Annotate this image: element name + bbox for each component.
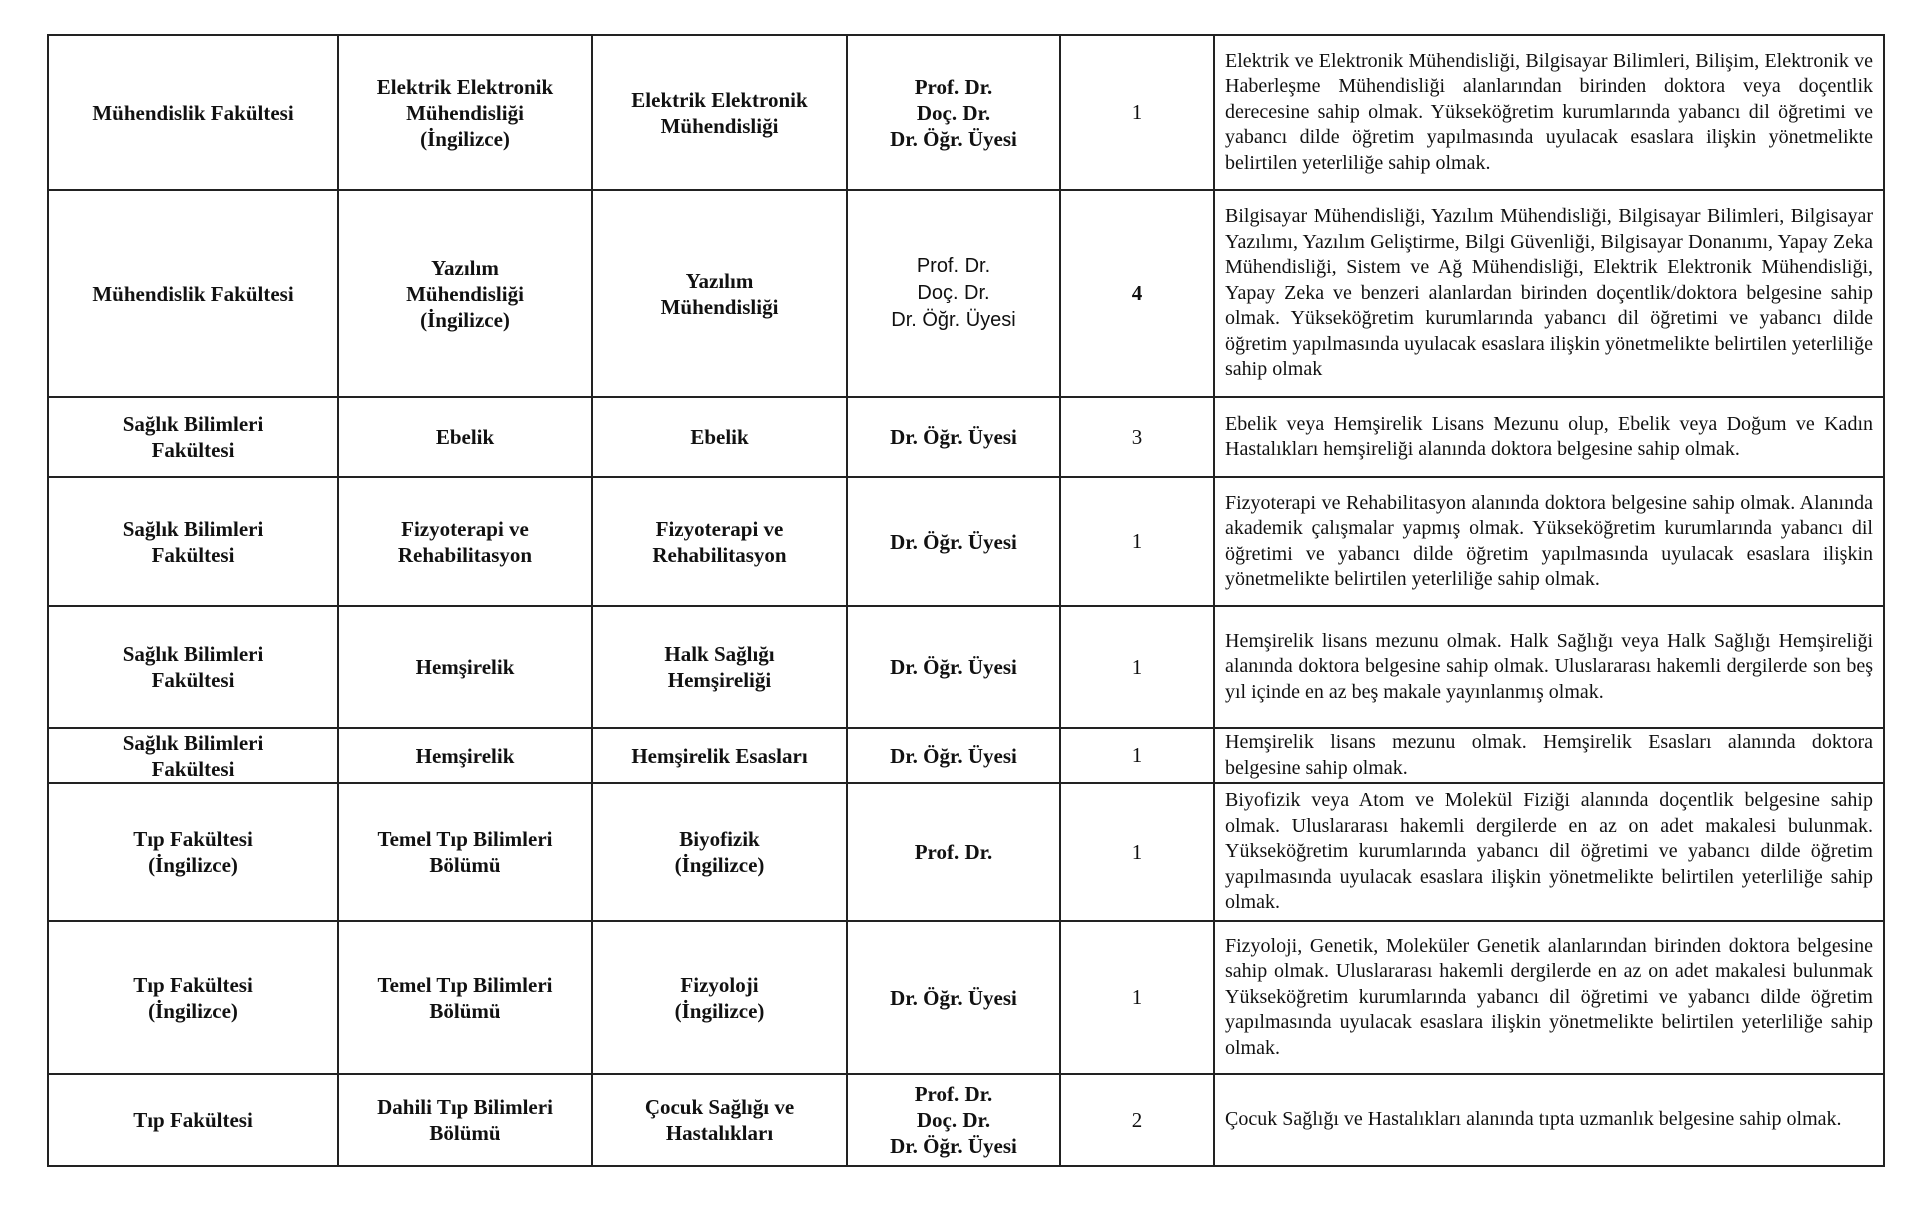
program-cell: Hemşirelik Esasları xyxy=(592,728,847,783)
department-cell: Temel Tıp Bilimleri Bölümü xyxy=(338,921,592,1074)
program-cell: Fizyoloji (İngilizce) xyxy=(592,921,847,1074)
vacancy-table xyxy=(47,34,1885,1167)
title-cell: Dr. Öğr. Üyesi xyxy=(847,606,1060,728)
faculty-cell: Mühendislik Fakültesi xyxy=(48,190,338,397)
count-cell: 1 xyxy=(1060,35,1214,190)
faculty-cell: Sağlık Bilimleri Fakültesi xyxy=(48,397,338,477)
faculty-cell: Tıp Fakültesi (İngilizce) xyxy=(48,921,338,1074)
requirements-cell: Fizyoterapi ve Rehabilitasyon alanında doktora belgesine sahip olmak. Alanında akademik çalışmalar yapmış olmak. Yükseköğretim kurumlarında yabancı dil öğretimi ve yabancı dilde öğretim yapılmasında uyulacak esaslara ilişkin yönetmelikte belirtilen yeterliliğe sahip olmak. xyxy=(1214,477,1884,606)
faculty-cell: Mühendislik Fakültesi xyxy=(48,35,338,190)
requirements-cell: Biyofizik veya Atom ve Molekül Fiziği alanında doçentlik belgesine sahip olmak. Uluslararası hakemli dergilerde en az on adet makalesi bulunmak. Yükseköğretim kurumlarında yabancı dil öğretimi ve yabancı dilde öğretim yapılmasında uyulacak esaslara ilişkin yönetmelikte belirtilen yeterliliğe sahip olmak. xyxy=(1214,783,1884,921)
department-cell: Yazılım Mühendisliği (İngilizce) xyxy=(338,190,592,397)
program-cell: Yazılım Mühendisliği xyxy=(592,190,847,397)
program-cell: Fizyoterapi ve Rehabilitasyon xyxy=(592,477,847,606)
count-cell: 3 xyxy=(1060,397,1214,477)
requirements-cell: Elektrik ve Elektronik Mühendisliği, Bilgisayar Bilimleri, Bilişim, Elektronik ve Haberleşme Mühendisliği alanlarından birinden doktora veya doçentlik derecesine sahip olmak. Yükseköğretim kurumlarında yabancı dil öğretimi ve yabancı dilde öğretim yapılmasında uyulacak esaslara ilişkin yönetmelikte belirtilen yeterliliğe sahip olmak. xyxy=(1214,35,1884,190)
count-cell: 1 xyxy=(1060,728,1214,783)
requirements-cell: Fizyoloji, Genetik, Moleküler Genetik alanlarından birinden doktora belgesine sahip olmak. Uluslararası hakemli dergilerde en az on adet makalesi bulunmak Yükseköğretim kurumlarında yabancı dil öğretimi ve yabancı dilde öğretim yapılmasında uyulacak esaslara ilişkin yönetmelikte belirtilen yeterliliğe sahip olmak. xyxy=(1214,921,1884,1074)
program-cell: Elektrik Elektronik Mühendisliği xyxy=(592,35,847,190)
requirements-cell: Hemşirelik lisans mezunu olmak. Halk Sağlığı veya Halk Sağlığı Hemşireliği alanında doktora belgesine sahip olmak. Uluslararası hakemli dergilerde son beş yıl içinde en az beş makale yayınlanmış olmak. xyxy=(1214,606,1884,728)
faculty-cell: Sağlık Bilimleri Fakültesi xyxy=(48,606,338,728)
department-cell: Elektrik Elektronik Mühendisliği (İngilizce) xyxy=(338,35,592,190)
title-cell: Prof. Dr. xyxy=(847,783,1060,921)
table-row xyxy=(48,190,1884,397)
table-row xyxy=(48,397,1884,477)
count-cell: 1 xyxy=(1060,606,1214,728)
department-cell: Hemşirelik xyxy=(338,606,592,728)
department-cell: Fizyoterapi ve Rehabilitasyon xyxy=(338,477,592,606)
requirements-cell: Ebelik veya Hemşirelik Lisans Mezunu olup, Ebelik veya Doğum ve Kadın Hastalıkları hemşireliği alanında doktora belgesine sahip olmak. xyxy=(1214,397,1884,477)
requirements-cell: Çocuk Sağlığı ve Hastalıkları alanında tıpta uzmanlık belgesine sahip olmak. xyxy=(1214,1074,1884,1166)
table-row xyxy=(48,921,1884,1074)
count-cell: 1 xyxy=(1060,921,1214,1074)
faculty-cell: Sağlık Bilimleri Fakültesi xyxy=(48,728,338,783)
count-cell: 4 xyxy=(1060,190,1214,397)
table-row xyxy=(48,728,1884,783)
department-cell: Hemşirelik xyxy=(338,728,592,783)
count-cell: 2 xyxy=(1060,1074,1214,1166)
program-cell: Biyofizik (İngilizce) xyxy=(592,783,847,921)
faculty-cell: Sağlık Bilimleri Fakültesi xyxy=(48,477,338,606)
faculty-cell: Tıp Fakültesi (İngilizce) xyxy=(48,783,338,921)
program-cell: Ebelik xyxy=(592,397,847,477)
title-cell: Dr. Öğr. Üyesi xyxy=(847,921,1060,1074)
title-cell: Prof. Dr. Doç. Dr. Dr. Öğr. Üyesi xyxy=(847,1074,1060,1166)
table-row xyxy=(48,606,1884,728)
title-cell: Prof. Dr. Doç. Dr. Dr. Öğr. Üyesi xyxy=(847,35,1060,190)
table-row xyxy=(48,477,1884,606)
title-cell: Dr. Öğr. Üyesi xyxy=(847,477,1060,606)
faculty-cell: Tıp Fakültesi xyxy=(48,1074,338,1166)
title-cell: Dr. Öğr. Üyesi xyxy=(847,397,1060,477)
department-cell: Ebelik xyxy=(338,397,592,477)
department-cell: Temel Tıp Bilimleri Bölümü xyxy=(338,783,592,921)
table-row xyxy=(48,35,1884,190)
program-cell: Halk Sağlığı Hemşireliği xyxy=(592,606,847,728)
count-cell: 1 xyxy=(1060,783,1214,921)
table-row xyxy=(48,783,1884,921)
title-cell: Prof. Dr. Doç. Dr. Dr. Öğr. Üyesi xyxy=(847,190,1060,397)
count-cell: 1 xyxy=(1060,477,1214,606)
requirements-cell: Hemşirelik lisans mezunu olmak. Hemşirelik Esasları alanında doktora belgesine sahip olmak. xyxy=(1214,728,1884,783)
department-cell: Dahili Tıp Bilimleri Bölümü xyxy=(338,1074,592,1166)
program-cell: Çocuk Sağlığı ve Hastalıkları xyxy=(592,1074,847,1166)
title-cell: Dr. Öğr. Üyesi xyxy=(847,728,1060,783)
table-row xyxy=(48,1074,1884,1166)
requirements-cell: Bilgisayar Mühendisliği, Yazılım Mühendisliği, Bilgisayar Bilimleri, Bilgisayar Yazılımı, Yazılım Geliştirme, Bilgi Güvenliği, Bilgisayar Donanımı, Yapay Zeka Mühendisliği, Sistem ve Ağ Mühendisliği, Elektrik Elektronik Mühendisliği, Yapay Zeka ve benzeri alanlardan birinden doçentlik/doktora belgesine sahip olmak. Yükseköğretim kurumlarında yabancı dil öğretimi ve yabancı dilde öğretim yapılmasında uyulacak esaslara ilişkin yönetmelikte belirtilen yeterliliğe sahip olmak xyxy=(1214,190,1884,397)
